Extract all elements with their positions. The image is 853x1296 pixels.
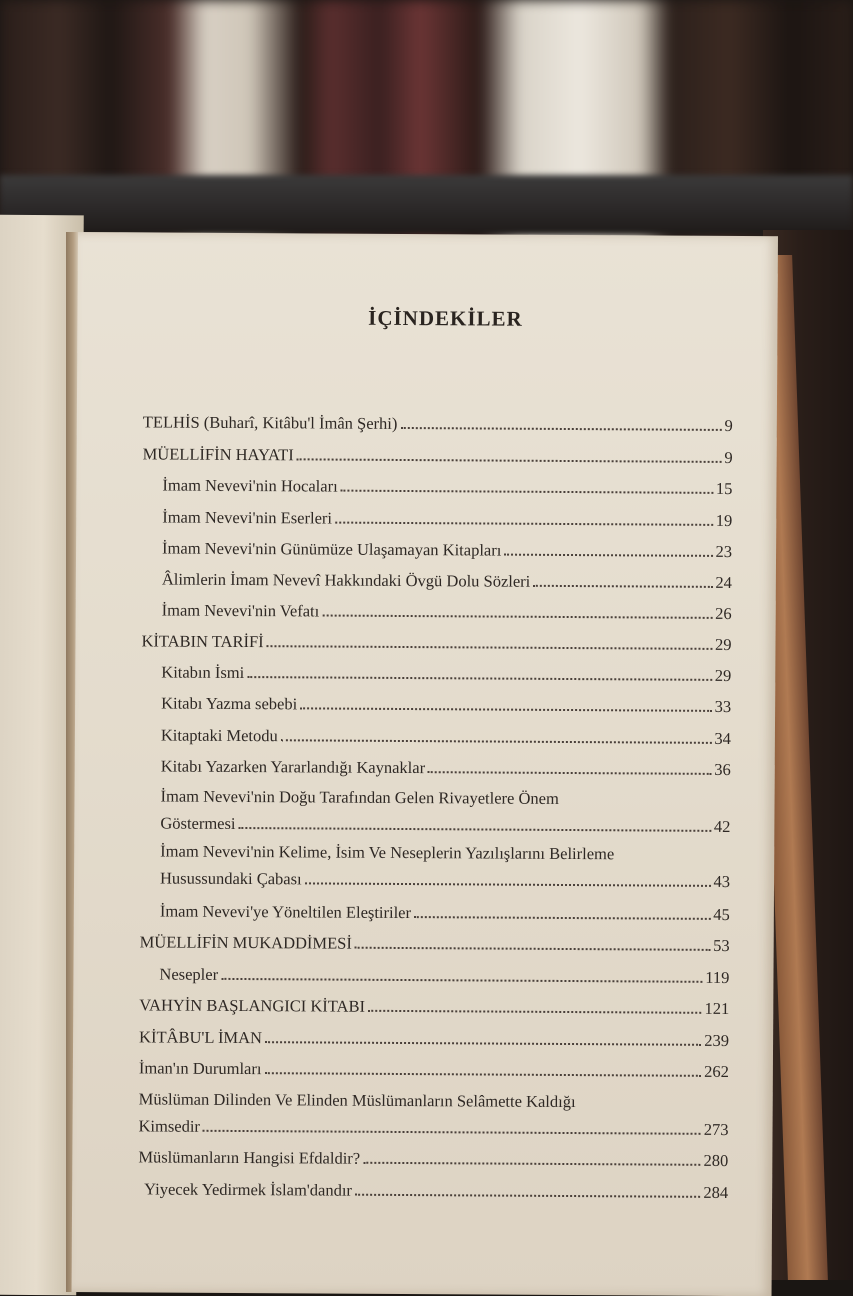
dot-leader	[504, 553, 712, 557]
dot-leader	[297, 457, 722, 463]
dot-leader	[322, 613, 712, 618]
toc-page-number: 273	[703, 1119, 729, 1139]
dot-leader	[265, 1040, 701, 1046]
toc-entry	[143, 412, 733, 436]
toc-entry-label: İmam Nevevi'nin Günümüze Ulaşamayan Kitapları	[162, 538, 502, 560]
toc-page-number: 280	[703, 1150, 729, 1170]
toc-entry-label: VAHYİN BAŞLANGICI KİTABI	[139, 995, 366, 1016]
dot-leader	[335, 521, 713, 526]
toc-entry	[162, 476, 732, 499]
dot-leader	[203, 1129, 701, 1135]
toc-entry	[139, 1027, 729, 1051]
toc-page-number: 33	[714, 696, 732, 716]
dot-leader	[300, 706, 711, 712]
book-page	[72, 232, 778, 1296]
toc-entry-label: İmam Nevevi'nin Eserleri	[162, 507, 333, 528]
toc-page-number: 121	[704, 998, 730, 1018]
toc-entry	[159, 965, 729, 988]
toc-entry-label: İman'ın Durumları	[138, 1058, 262, 1079]
toc-entry-label: Nesepler	[159, 964, 219, 984]
toc-entry-first-line: İmam Nevevi'nin Doğu Tarafından Gelen Rivayetlere Önem	[160, 786, 559, 808]
toc-entry	[160, 902, 730, 925]
toc-entry-first-line: İmam Nevevi'nin Kelime, İsim Ve Neseplerin Yazılışlarını Belirleme	[160, 841, 615, 864]
toc-entry	[161, 663, 731, 686]
toc-entry	[161, 757, 731, 780]
dot-leader	[239, 826, 711, 832]
toc-page-number: 24	[715, 572, 732, 593]
dot-leader	[400, 426, 721, 431]
shelf-board	[0, 175, 853, 235]
toc-entry	[138, 1116, 728, 1140]
dot-leader	[414, 915, 710, 920]
toc-page-number: 23	[715, 541, 733, 562]
toc-entry	[139, 1058, 729, 1082]
dot-leader	[428, 770, 711, 775]
toc-page-number: 45	[713, 904, 730, 924]
toc-page-number: 29	[714, 665, 732, 685]
page-title: İÇİNDEKİLER	[368, 305, 523, 331]
toc-entry	[162, 570, 732, 593]
toc-entry-label: Âlimlerin İmam Nevevî Hakkındaki Övgü Dolu Sözleri	[161, 569, 531, 591]
toc-entry	[144, 1179, 728, 1203]
toc-entry-first-line: Müslüman Dilinden Ve Elinden Müslümanların Selâmette Kaldığı	[138, 1089, 576, 1112]
toc-entry-label: İmam Nevevi'nin Hocaları	[162, 475, 338, 496]
toc-page-number: 9	[724, 415, 733, 436]
toc-page-number: 42	[713, 816, 731, 836]
toc-entry	[162, 601, 732, 624]
toc-entry-label: TELHİS (Buharî, Kitâbu'l İmân Şerhi)	[142, 412, 398, 433]
toc-entry	[139, 995, 729, 1019]
dot-leader	[368, 1009, 702, 1014]
toc-page-number: 36	[714, 759, 731, 779]
toc-entry	[161, 694, 731, 717]
dot-leader	[341, 489, 713, 494]
toc-entry	[160, 814, 730, 837]
toc-page-number: 284	[703, 1182, 729, 1202]
toc-entry	[143, 444, 733, 468]
toc-page-number: 26	[715, 603, 732, 623]
dot-leader	[355, 1193, 700, 1198]
toc-page-number: 119	[705, 967, 730, 987]
toc-entry-label: Kitabı Yazarken Yararlandığı Kaynaklar	[160, 756, 426, 778]
toc-entry	[138, 1147, 728, 1171]
toc-entry-label: Yiyecek Yedirmek İslam'dandır	[144, 1179, 353, 1200]
toc-page-number: 29	[714, 634, 732, 654]
toc-entry	[160, 869, 730, 892]
dot-leader	[221, 977, 702, 983]
toc-entry-label: Husussundaki Çabası	[159, 868, 302, 889]
dot-leader	[363, 1161, 700, 1166]
dot-leader	[267, 644, 712, 650]
dot-leader	[305, 881, 711, 886]
toc-entry	[140, 932, 730, 956]
toc-entry-label: Kimsedir	[138, 1116, 201, 1136]
toc-entry	[162, 508, 732, 531]
toc-entry	[162, 539, 732, 562]
toc-entry-label: Kitabın İsmi	[161, 662, 245, 683]
toc-page-number: 34	[714, 728, 731, 748]
toc-entry-label: Göstermesi	[160, 813, 236, 833]
toc-page-number: 9	[724, 447, 733, 468]
toc-entry-label: MÜELLİFİN HAYATI	[142, 444, 294, 465]
toc-page-number: 262	[704, 1061, 729, 1081]
toc-entry-label: Müslümanların Hangisi Efdaldir?	[138, 1147, 361, 1168]
toc-entry-label: MÜELLİFİN MUKADDİMESİ	[139, 932, 352, 953]
toc-page-number: 53	[713, 935, 730, 955]
toc-entry-label: İmam Nevevi'ye Yöneltilen Eleştiriler	[159, 901, 412, 923]
toc-entry	[161, 726, 731, 749]
toc-entry	[141, 631, 731, 655]
toc-entry-label: KİTABIN TARİFİ	[141, 631, 264, 652]
dot-leader	[264, 1071, 701, 1077]
toc-entry-label: Kitaptaki Metodu	[160, 725, 278, 746]
dot-leader	[247, 675, 712, 681]
toc-entry-label: KİTÂBU'L İMAN	[139, 1027, 263, 1048]
toc-entry-label: Kitabı Yazma sebebi	[161, 693, 298, 714]
table-of-contents	[72, 232, 778, 1296]
toc-page-number: 239	[704, 1030, 730, 1050]
toc-page-number: 19	[715, 510, 733, 531]
dot-leader	[533, 584, 712, 588]
dot-leader	[281, 738, 712, 744]
toc-page-number: 15	[715, 478, 733, 499]
toc-page-number: 43	[713, 871, 731, 891]
toc-entry-label: İmam Nevevi'nin Vefatı	[161, 600, 320, 621]
dot-leader	[355, 946, 710, 951]
